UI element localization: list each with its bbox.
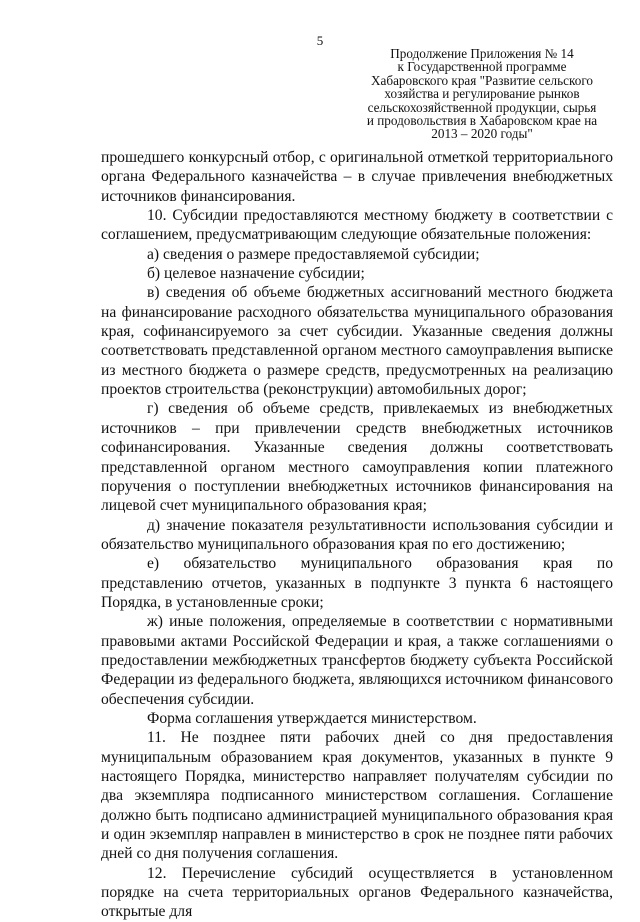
paragraph: е) обязательство муниципального образования края по представлению отчетов, указанных в подпункте 3 пункта 6 настоящего Порядка, в установленные сроки; [101,555,613,611]
paragraph: в) сведения об объеме бюджетных ассигнований местного бюджета на финансирование расходного обязательства муниципального образования края, софинансируемого за счет субсидии. Указанные сведения должны соответствовать представленной органом местного самоуправления выписке из местного бюджета о размере средств, предусмотренных на реализацию проектов строительства (реконструкции) автомобильных дорог; [101,284,613,399]
header-line: сельскохозяйственной продукции, сырья [367,99,597,115]
paragraph: а) сведения о размере предоставляемой субсидии; [147,245,480,263]
header-line: Хабаровского края "Развитие сельского [370,72,593,88]
page-number: 5 [316,33,324,48]
header-line: к Государственной программе [397,59,567,75]
paragraph: 11. Не позднее пяти рабочих дней со дня предоставления муниципальным образованием края документов, указанных в пункте 9 настоящего Порядка, министерство направляет получателям субсидии по два экземпляра подписанного министерством соглашения. Соглашение должно быть подписано администрацией муниципального образования края и один экземпляр направлен в министерство в срок не позднее пяти рабочих дней со дня получения соглашения. [101,729,613,863]
paragraph: г) сведения об объеме средств, привлекаемых из внебюджетных источников – при привлечении средств внебюджетных источников софинансирования. Указанные сведения должны соответствовать представленной органом местного самоуправления копии платежного поручения о поступлении внебюджетных источников финансирования на лицевой счет муниципального образования края; [101,400,613,515]
paragraph: 10. Субсидии предоставляются местному бюджету в соответствии с соглашением, предусматривающим следующие обязательные положения: [101,207,613,244]
paragraph: ж) иные положения, определяемые в соответствии с нормативными правовыми актами Российской Федерации и края, а также соглашениями о предоставлении межбюджетных трансфертов бюджету субъекта Российской Федерации из федерального бюджета, являющихся источником финансового обеспечения субсидии. [101,613,613,708]
header-line: хозяйства и регулирование рынков [384,86,580,102]
appendix-header [352,47,612,141]
paragraph: д) значение показателя результативности использования субсидии и обязательство муниципального образования края по его достижению; [101,516,613,553]
header-line: Продолжение Приложения № 14 [390,46,574,61]
paragraph: Форма соглашения утверждается министерством. [147,709,477,727]
document-body [101,148,613,922]
header-line: и продовольствия в Хабаровском крае на [366,113,598,129]
header-line: 2013 – 2020 годы" [431,126,533,142]
paragraph: б) целевое назначение субсидии; [147,265,365,283]
paragraph: 12. Перечисление субсидий осуществляется в установленном порядке на счета территориальных органов Федерального казначейства, открытые для [101,864,613,921]
paragraph: прошедшего конкурсный отбор, с оригинальной отметкой территориального органа Федерального казначейства – в случае привлечения внебюджетных источников финансирования. [101,149,613,205]
